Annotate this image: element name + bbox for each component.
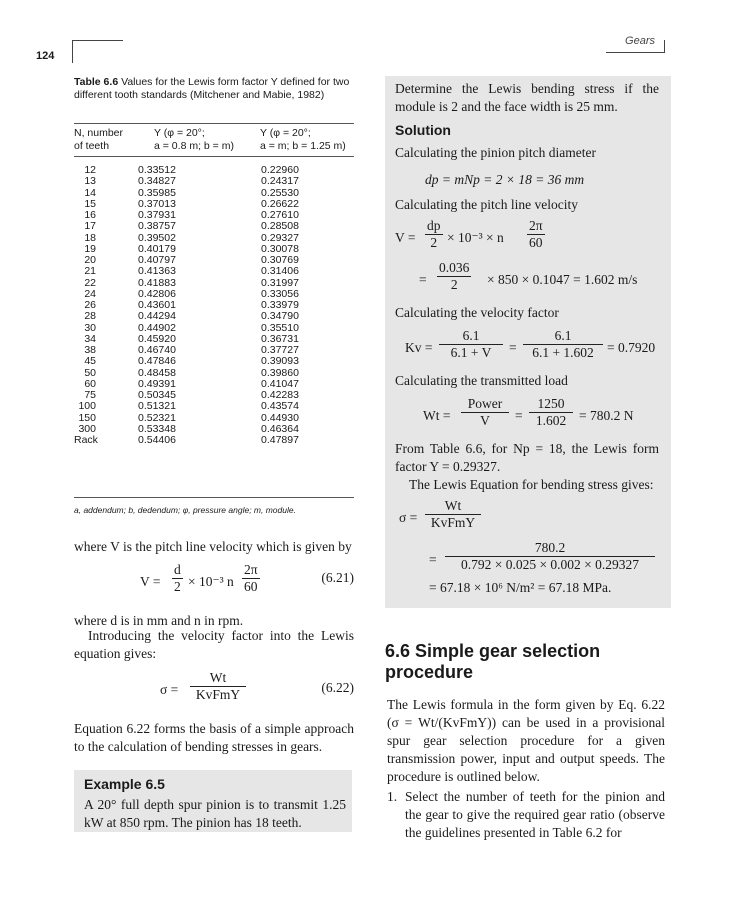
cell-teeth: Rack [74,434,98,446]
cell-teeth: 300 [78,422,96,435]
e5-num1: Power [461,396,509,413]
col2-header-l2: a = 0.8 m; b = m) [154,140,234,152]
table-row [74,356,364,367]
cell-y-standard2: 0.37727 [261,344,299,356]
table-row [74,176,364,187]
eq-stress-result: = 67.18 × 10⁶ N/m² = 67.18 MPa. [429,580,612,595]
table-rule-mid [74,156,354,157]
e4-num2: 6.1 [523,328,603,345]
list-item-1: Select the number of teeth for the pinion and the gear to give the required gear ratio (observe the guidelines presented in Table 6.2 for [405,789,665,840]
table-body [74,165,364,446]
cell-teeth: 13 [84,175,96,188]
cell-y-standard1: 0.35985 [138,186,176,199]
eq621-den: 2 [174,579,181,594]
eq-velocity-factor [395,328,665,368]
e2-den: 2 [430,235,438,250]
cell-y-standard1: 0.38757 [138,220,176,233]
cell-y-standard1: 0.40797 [138,254,176,266]
e3-num: 0.036 [439,260,470,275]
eq621-den2: 60 [244,579,258,594]
cell-y-standard1: 0.39502 [138,231,176,244]
col1-header-l1: N, number [74,127,124,139]
cell-teeth: 30 [84,321,96,334]
cell-y-standard1: 0.41363 [138,265,176,278]
cell-y-standard1: 0.47846 [138,355,176,368]
section-heading: 6.6 Simple gear selection procedure [385,641,601,682]
cell-teeth: 12 [84,164,96,176]
paragraph-units: where d is in mm and n in rpm. [74,613,244,628]
cell-y-standard2: 0.35510 [261,321,299,334]
e7-num: 780.2 [445,540,655,557]
table-caption [74,76,364,102]
e2-den2: 60 [529,235,543,250]
table-row [74,435,364,446]
eq622-tag: (6.22) [321,680,354,695]
cell-y-standard1: 0.50345 [138,389,176,401]
step-pitch-diameter: Calculating the pinion pitch diameter [395,145,596,160]
col1-header-l2: of teeth [74,140,110,152]
e4-num1: 6.1 [439,328,503,345]
e3-lhs: = [419,272,427,287]
col3-header-l1: Y (φ = 20°; [260,127,311,139]
step-lewis-equation: The Lewis Equation for bending stress gives: [409,477,654,492]
eq622-den: KvFmY [195,687,241,702]
step-velocity-factor: Calculating the velocity factor [395,305,559,320]
e5-den1: V [480,413,490,428]
cell-y-standard2: 0.25530 [261,186,299,199]
e6-num: Wt [425,498,481,515]
cell-teeth: 38 [84,344,96,356]
cell-y-standard2: 0.33979 [261,299,299,311]
cell-y-standard1: 0.53348 [138,422,176,435]
cell-teeth: 60 [84,377,96,390]
cell-y-standard1: 0.54406 [138,434,176,446]
eq621-lhs: V = [140,574,161,589]
table-row [74,401,364,412]
table-rule-bottom [74,497,354,498]
solution-box [385,76,671,608]
example-text: A 20° full depth spur pinion is to transmit 1.25 kW at 850 rpm. The pinion has 18 teeth. [84,797,346,830]
cell-y-standard2: 0.41047 [261,377,299,390]
eq622-lhs: σ = [160,682,179,697]
e7-lhs: = [429,552,437,567]
cell-y-standard2: 0.30078 [261,242,299,255]
e4-lhs: Kv = [405,340,433,355]
cell-y-standard1: 0.34827 [138,175,176,188]
cell-y-standard1: 0.46740 [138,344,176,356]
cell-y-standard1: 0.44294 [138,310,176,323]
e4-res: = 0.7920 [607,340,656,355]
table-footnote: a, addendum; b, dedendum; φ, pressure angle; m, module. [74,505,296,515]
table-row [74,278,364,289]
eq-transmitted-load [395,396,665,436]
e7-den: 0.792 × 0.025 × 0.002 × 0.29327 [460,557,640,572]
paragraph-velocity: where V is the pitch line velocity which is given by [74,539,352,554]
table-row [74,334,364,345]
paragraph-basis: Equation 6.22 forms the basis of a simple approach to the calculation of bending stresses in gears. [74,721,354,754]
section-paragraph: The Lewis formula in the form given by Eq. 6.22 (σ = Wt/(KvFmY)) can be used in a provisional spur gear selection procedure for a given transmission power, input and output speeds. The procedure is outlined below. [387,697,665,784]
cell-y-standard2: 0.31406 [261,265,299,278]
cell-y-standard2: 0.27610 [261,209,299,221]
table-row [74,424,364,435]
cell-y-standard2: 0.34790 [261,310,299,323]
paragraph-intro-lewis: Introducing the velocity factor into the Lewis equation gives: [74,628,354,661]
eq622-num: Wt [190,670,246,687]
e4-den1: 6.1 + V [450,345,492,360]
solution-intro: Determine the Lewis bending stress if the module is 2 and the face width is 25 mm. [395,81,659,114]
cell-y-standard2: 0.44930 [261,411,299,424]
equation-6-21 [140,562,354,606]
table-row [74,255,364,266]
cell-y-standard1: 0.52321 [138,411,176,424]
cell-y-standard2: 0.47897 [261,434,299,446]
cell-teeth: 17 [84,220,96,233]
example-box [74,770,352,832]
table-row [74,221,364,232]
cell-y-standard2: 0.36731 [261,332,299,345]
e5-res: = 780.2 N [579,408,634,423]
cell-y-standard2: 0.42283 [261,389,299,401]
e4-eq: = [509,340,517,355]
cell-teeth: 34 [84,332,96,345]
cell-y-standard2: 0.46364 [261,422,299,435]
eq621-num2: 2π [244,562,258,577]
cell-teeth: 20 [84,254,96,266]
cell-teeth: 14 [84,186,96,199]
cell-y-standard2: 0.43574 [261,400,299,413]
eq-velocity-value [395,260,665,300]
table-row [74,390,364,401]
e2-num: dp [427,218,441,233]
equation-6-22 [160,670,354,710]
table-row [74,244,364,255]
e2-mid: × 10⁻³ × n [447,230,504,245]
cell-y-standard1: 0.48458 [138,366,176,379]
e6-lhs: σ = [399,510,418,525]
e2-num2: 2π [529,218,543,233]
eq621-mid: × 10⁻³ n [188,574,234,589]
e5-den2: 1.602 [535,413,567,428]
cell-y-standard2: 0.29327 [261,231,299,244]
table-row [74,266,364,277]
table-row [74,379,364,390]
table-row [74,413,364,424]
e3-rest: × 850 × 0.1047 = 1.602 m/s [487,272,638,287]
cell-teeth: 24 [84,287,96,300]
e4-den2: 6.1 + 1.602 [532,345,594,360]
step-form-factor: From Table 6.6, for Np = 18, the Lewis form factor Y = 0.29327. [395,441,659,474]
eq621-tag: (6.21) [321,570,354,585]
cell-y-standard1: 0.41883 [138,276,176,289]
cell-y-standard2: 0.33056 [261,287,299,300]
cell-y-standard2: 0.39093 [261,355,299,368]
page-number: 124 [36,50,55,62]
e6-den: KvFmY [430,515,476,530]
cell-y-standard1: 0.40179 [138,242,176,255]
step-transmitted-load: Calculating the transmitted load [395,373,568,388]
table-row [74,300,364,311]
table-row [74,345,364,356]
table-row [74,311,364,322]
cell-teeth: 28 [84,310,96,323]
cell-y-standard1: 0.43601 [138,299,176,311]
table-row [74,233,364,244]
table-caption-text: Values for the Lewis form factor Y defined for two different tooth standards (Mitchener and Mabie, 1982) [74,76,350,101]
e2-lhs: V = [395,230,416,245]
cell-y-standard2: 0.28508 [261,220,299,233]
cell-y-standard2: 0.31997 [261,276,299,289]
col2-header-l1: Y (φ = 20°; [154,127,205,139]
e3-den: 2 [450,277,458,292]
e5-num2: 1250 [529,396,573,413]
table-caption-label: Table 6.6 [74,76,119,88]
example-title: Example 6.5 [84,776,165,792]
cell-y-standard1: 0.44902 [138,321,176,334]
header-rule-left [72,40,123,63]
cell-teeth: 45 [84,355,96,368]
eq-pitch-velocity [395,218,655,258]
cell-teeth: 21 [84,265,96,278]
cell-y-standard1: 0.51321 [138,400,176,413]
cell-teeth: 16 [84,209,96,221]
list-item-number: 1. [387,789,398,804]
cell-y-standard2: 0.26622 [261,197,299,210]
solution-heading: Solution [395,122,451,138]
cell-y-standard1: 0.37931 [138,209,176,221]
cell-y-standard2: 0.30769 [261,254,299,266]
cell-teeth: 15 [84,197,96,210]
cell-teeth: 50 [84,366,96,379]
eq-stress-formula [395,498,665,538]
cell-teeth: 22 [84,276,96,289]
table-row [74,289,364,300]
cell-y-standard2: 0.22960 [261,164,299,176]
e5-lhs: Wt = [423,408,451,423]
table-rule-top [74,123,354,124]
table-row [74,323,364,334]
cell-teeth: 100 [78,400,96,413]
cell-y-standard2: 0.24317 [261,175,299,188]
cell-teeth: 150 [78,411,96,424]
table-row [74,368,364,379]
cell-y-standard1: 0.49391 [138,377,176,390]
table-row [74,165,364,176]
cell-teeth: 18 [84,231,96,244]
eq-pitch-diameter: dp = mNp = 2 × 18 = 36 mm [425,172,585,187]
e5-eq: = [515,408,523,423]
cell-y-standard1: 0.37013 [138,197,176,210]
step-pitch-velocity: Calculating the pitch line velocity [395,197,578,212]
col3-header-l2: a = m; b = 1.25 m) [260,140,346,152]
cell-y-standard1: 0.45920 [138,332,176,345]
cell-teeth: 26 [84,299,96,311]
table-row [74,199,364,210]
table-row [74,188,364,199]
table-row [74,210,364,221]
cell-y-standard1: 0.42806 [138,287,176,300]
eq621-num: d [174,562,181,577]
running-title: Gears [625,35,655,47]
cell-y-standard2: 0.39860 [261,366,299,379]
cell-teeth: 19 [84,242,96,255]
cell-y-standard1: 0.33512 [138,164,176,176]
eq-stress-values [395,540,665,580]
cell-teeth: 75 [84,389,96,401]
